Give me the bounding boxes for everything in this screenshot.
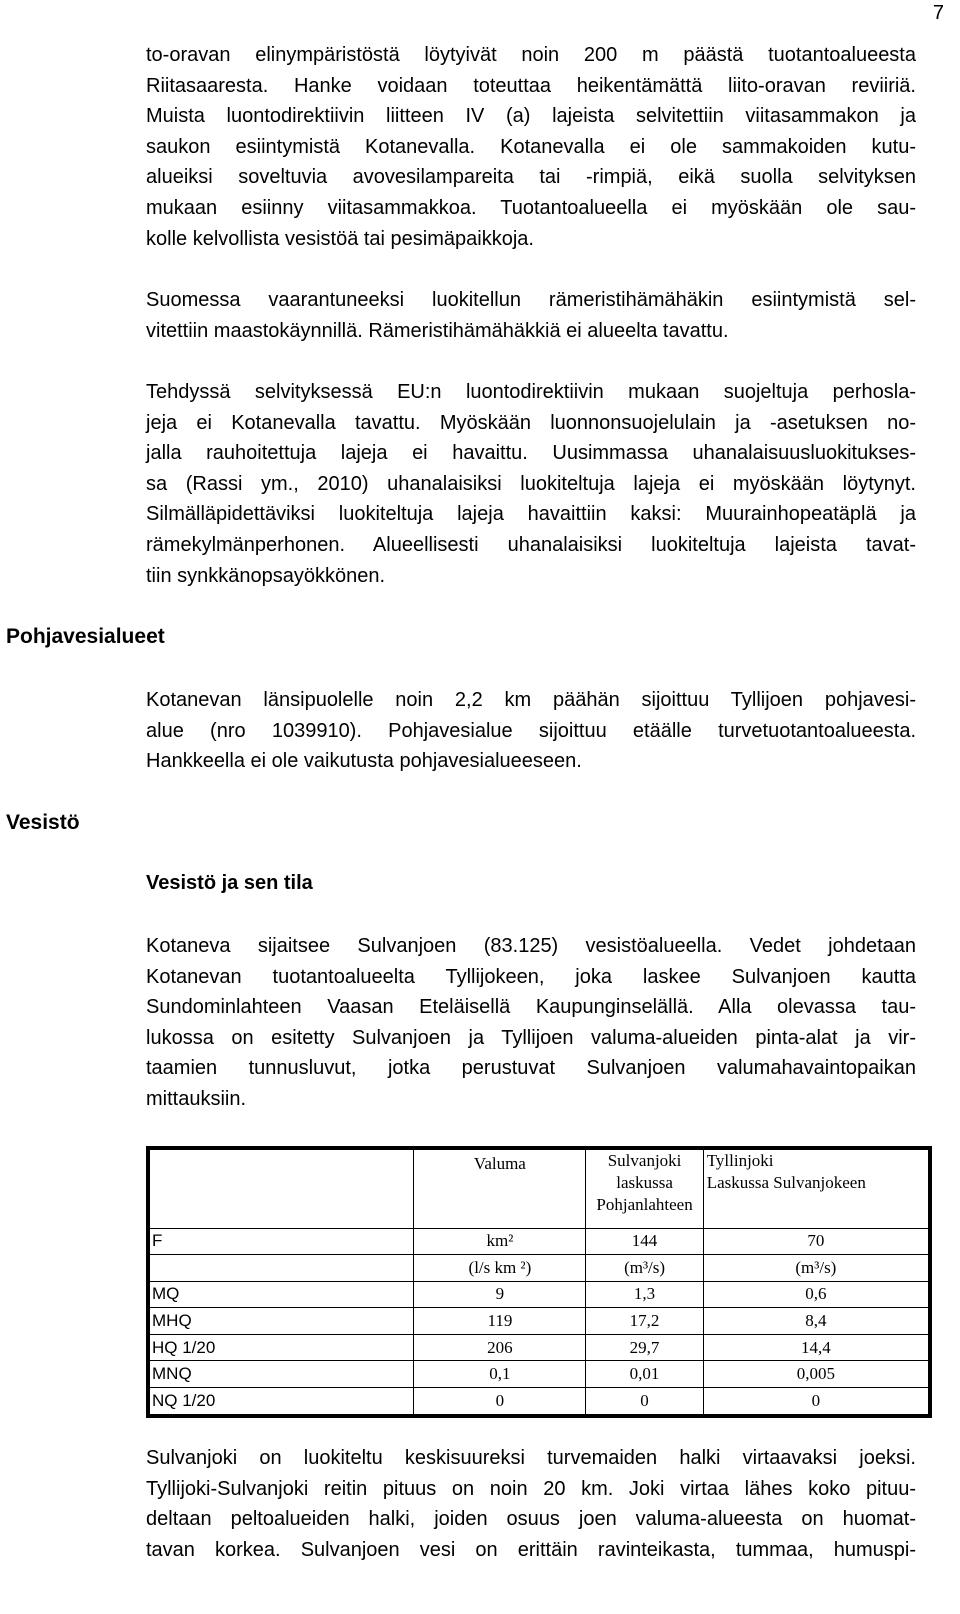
table-row (148, 1281, 930, 1308)
text-line: Tehdyssä selvityksessä EU:n luontodirektiivin mukaan suojeltuja perhosla- (146, 381, 916, 403)
table-row-label: NQ 1/20 (148, 1387, 414, 1416)
header-text: Sulvanjoki (607, 1151, 682, 1170)
table-cell: 0 (703, 1387, 930, 1416)
table-cell: 0,005 (703, 1361, 930, 1388)
text-line: Suomessa vaarantuneeksi luokitellun rämeristihämähäkin esiintymistä sel- (146, 289, 916, 311)
table-header-empty (148, 1148, 414, 1228)
table-cell: 14,4 (703, 1334, 930, 1361)
table-cell: 206 (414, 1334, 586, 1361)
paragraph-spider (146, 285, 916, 346)
table-row (148, 1255, 930, 1282)
table-row-label: MNQ (148, 1361, 414, 1388)
text-line: mukaan esiinny viitasammakkoa. Tuotantoalueella ei myöskään ole sau- (146, 196, 916, 219)
text-line: vitettiin maastokäynnillä. Rämeristihämähäkkiä ei alueelta tavattu. (146, 319, 729, 342)
text-line: jalla rauhoitettuja lajeja ei havaittu. Uusimmassa uhanalaisuusluokitukses- (146, 442, 916, 465)
text-line: tavan korkea. Sulvanjoen vesi on erittäin ravinteikasta, tummaa, humuspi- (146, 1538, 916, 1561)
table-cell: 9 (414, 1281, 586, 1308)
table-row (148, 1387, 930, 1416)
table-cell: 8,4 (703, 1308, 930, 1335)
text-line: to-oravan elinympäristöstä löytyivät noin 200 m päästä tuotantoalueesta (146, 44, 916, 66)
text-line: kolle kelvollista vesistöä tai pesimäpaikkoja. (146, 227, 534, 250)
table-row (148, 1228, 930, 1255)
table-row-label: F (148, 1228, 414, 1255)
table-header-sulvanjoki (586, 1148, 703, 1228)
text-line: Muista luontodirektiivin liitteen IV (a) lajeista selvitettiin viitasammakon ja (146, 105, 916, 128)
paragraph-watercourse (146, 931, 916, 1115)
table-header-row (148, 1148, 930, 1228)
header-text: Tyllinjoki (706, 1151, 774, 1170)
table-cell: km² (414, 1228, 586, 1255)
text-line: Riitasaaresta. Hanke voidaan toteuttaa heikentämättä liito-oravan reviiriä. (146, 74, 916, 97)
side-heading-groundwater: Pohjavesialueet (6, 625, 165, 648)
table-cell: (l/s km ²) (414, 1255, 586, 1282)
table-row-label (148, 1255, 414, 1282)
table-cell: 144 (586, 1228, 703, 1255)
text-line: tiin synkkänopsayökkönen. (146, 564, 386, 587)
flow-table (146, 1146, 932, 1418)
table-header-valuma: Valuma (414, 1148, 586, 1228)
text-line: jeja ei Kotanevalla tavattu. Myöskään luonnonsuojelulain ja -asetuksen no- (146, 411, 916, 434)
table-header-tyllijoki (703, 1148, 930, 1228)
table-cell: 0,6 (703, 1281, 930, 1308)
text-line: Tyllijoki-Sulvanjoki reitin pituus on noin 20 km. Joki virtaa lähes koko pituu- (146, 1477, 916, 1500)
header-text: Pohjanlahteen (596, 1195, 693, 1214)
text-line: Silmälläpidettäviksi luokiteltuja lajeja havaittiin kaksi: Muurainhopeatäplä ja (146, 503, 916, 526)
section-subheading: Vesistö ja sen tila (146, 872, 313, 894)
table-cell: (m³/s) (703, 1255, 930, 1282)
table-cell: 70 (703, 1228, 930, 1255)
table-cell: 0 (586, 1387, 703, 1416)
text-line: Kotanevan tuotantoalueelta Tyllijokeen, joka laskee Sulvanjoen kautta (146, 965, 916, 988)
table-cell: 29,7 (586, 1334, 703, 1361)
paragraph-groundwater (146, 685, 916, 777)
table-row (148, 1361, 930, 1388)
text-line: Kotaneva sijaitsee Sulvanjoen (83.125) vesistöalueella. Vedet johdetaan (146, 935, 916, 957)
text-line: deltaan peltoalueiden halki, joiden osuus joen valuma-alueesta on huomat- (146, 1508, 916, 1531)
table-cell: 17,2 (586, 1308, 703, 1335)
text-line: rämekylmänperhonen. Alueellisesti uhanalaisiksi luokiteltuja lajeista tavat- (146, 533, 916, 556)
header-text: Laskussa Sulvanjokeen (706, 1173, 866, 1192)
table-row (148, 1308, 930, 1335)
text-line: alueiksi soveltuvia avovesilampareita tai -rimpiä, eikä suolla selvityksen (146, 166, 916, 189)
paragraph-butterflies (146, 377, 916, 591)
table-row-label: MHQ (148, 1308, 414, 1335)
paragraph-flying-squirrel (146, 40, 916, 254)
table-cell: 0,01 (586, 1361, 703, 1388)
table-row-label: HQ 1/20 (148, 1334, 414, 1361)
table-cell: (m³/s) (586, 1255, 703, 1282)
paragraph-sulvanjoki (146, 1443, 916, 1565)
header-text: laskussa (616, 1173, 673, 1192)
text-line: mittauksiin. (146, 1087, 247, 1110)
side-heading-watercourse: Vesistö (6, 811, 80, 834)
table-cell: 1,3 (586, 1281, 703, 1308)
text-line: sa (Rassi ym., 2010) uhanalaisiksi luokiteltuja lajeja ei myöskään löytynyt. (146, 472, 916, 495)
table-cell: 0,1 (414, 1361, 586, 1388)
text-line: taamien tunnusluvut, jotka perustuvat Sulvanjoen valumahavaintopaikan (146, 1057, 916, 1080)
text-line: Sundominlahteen Vaasan Eteläisellä Kaupunginselällä. Alla olevassa tau- (146, 996, 916, 1019)
page-number: 7 (932, 2, 944, 24)
table-row-label: MQ (148, 1281, 414, 1308)
table-row (148, 1334, 930, 1361)
table-cell: 119 (414, 1308, 586, 1335)
table-cell: 0 (414, 1387, 586, 1416)
text-line: Kotanevan länsipuolelle noin 2,2 km päähän sijoittuu Tyllijoen pohjavesi- (146, 689, 916, 711)
text-line: Sulvanjoki on luokiteltu keskisuureksi turvemaiden halki virtaavaksi joeksi. (146, 1447, 916, 1469)
text-line: alue (nro 1039910). Pohjavesialue sijoittuu etäälle turvetuotantoalueesta. (146, 719, 916, 742)
text-line: saukon esiintymistä Kotanevalla. Kotanevalla ei ole sammakoiden kutu- (146, 135, 916, 158)
text-line: lukossa on esitetty Sulvanjoen ja Tyllijoen valuma-alueiden pinta-alat ja vir- (146, 1026, 916, 1049)
flow-table-container (146, 1146, 932, 1418)
text-line: Hankkeella ei ole vaikutusta pohjavesialueeseen. (146, 750, 582, 773)
